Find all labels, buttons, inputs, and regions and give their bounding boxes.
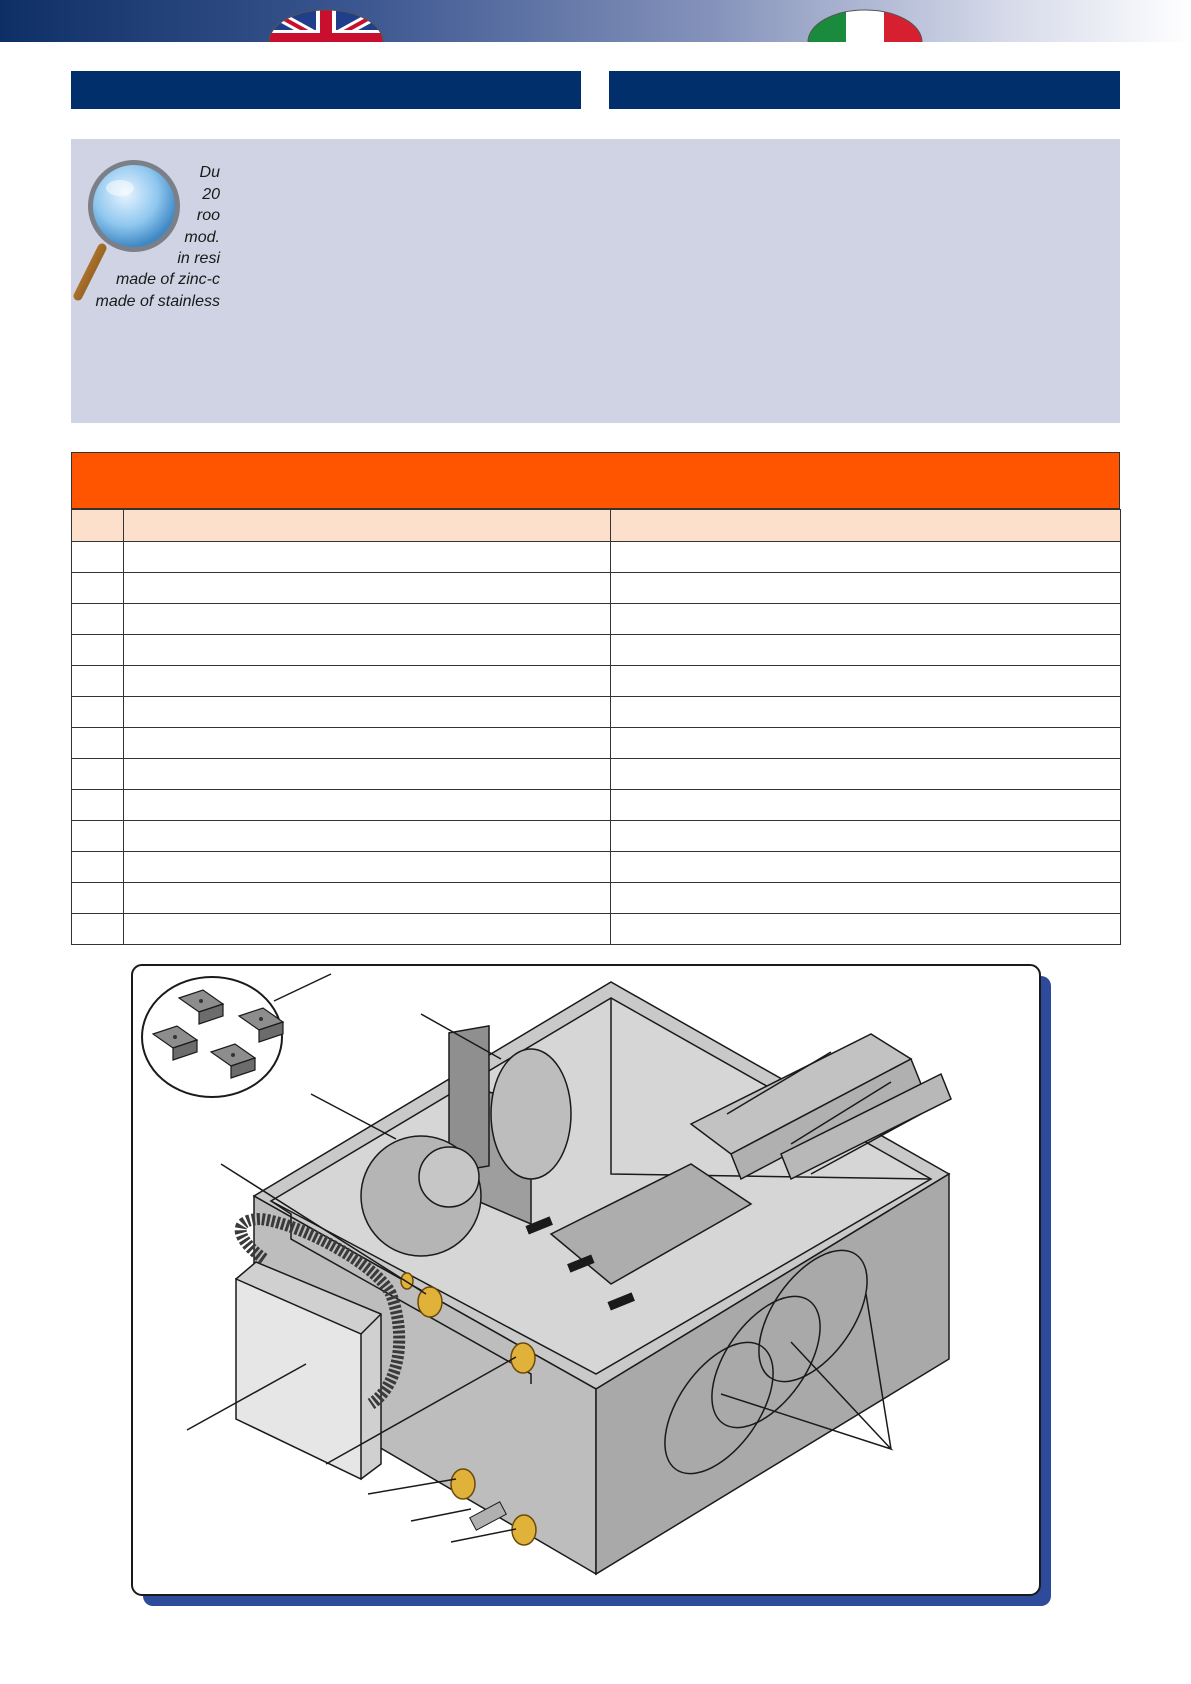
row-number-cell [72, 604, 124, 635]
note-line: in resi [177, 250, 220, 267]
row-it-cell [611, 542, 1121, 573]
row-number-cell [72, 852, 124, 883]
row-number-cell [72, 883, 124, 914]
row-en-cell [124, 573, 611, 604]
note-line: mod. [184, 228, 220, 246]
col-it [611, 510, 1121, 542]
italy-flag-icon [807, 0, 923, 42]
note-line: made of stainless [95, 292, 220, 310]
parts-table-header-band [71, 452, 1120, 509]
row-en-cell [124, 635, 611, 666]
row-en-cell [124, 697, 611, 728]
row-it-cell [611, 914, 1121, 945]
row-it-cell [611, 790, 1121, 821]
row-it-cell [611, 604, 1121, 635]
uk-flag-icon [268, 0, 384, 42]
parts-table [71, 509, 1121, 945]
row-number-cell [72, 666, 124, 697]
row-it-cell [611, 697, 1121, 728]
section-title-bar-en [71, 71, 581, 109]
row-number-cell [72, 821, 124, 852]
note-line: roo [196, 207, 220, 224]
parts-table-row [72, 790, 1121, 821]
parts-table-row [72, 821, 1121, 852]
row-en-cell [124, 883, 611, 914]
row-it-cell [611, 883, 1121, 914]
row-en-cell [124, 666, 611, 697]
parts-table-row [72, 759, 1121, 790]
row-number-cell [72, 914, 124, 945]
parts-table-row [72, 542, 1121, 573]
parts-table-row [72, 604, 1121, 635]
row-en-cell [124, 728, 611, 759]
unit-diagram [131, 964, 1051, 1606]
note-line: made of zinc-c [115, 271, 220, 288]
section-title-bar-it [609, 71, 1120, 109]
row-en-cell [124, 604, 611, 635]
parts-table-row [72, 573, 1121, 604]
row-number-cell [72, 573, 124, 604]
parts-table-row [72, 914, 1121, 945]
col-en [124, 510, 611, 542]
row-en-cell [124, 542, 611, 573]
row-it-cell [611, 635, 1121, 666]
row-en-cell [124, 914, 611, 945]
row-number-cell [72, 728, 124, 759]
row-it-cell [611, 728, 1121, 759]
mounting-brackets-detail [142, 977, 283, 1097]
col-number [72, 510, 124, 542]
row-number-cell [72, 542, 124, 573]
note-text-continued [90, 269, 220, 312]
parts-table-subheader [72, 510, 1121, 542]
row-number-cell [72, 759, 124, 790]
note-line: Du [199, 164, 220, 181]
parts-table-row [72, 852, 1121, 883]
note-text [140, 162, 220, 270]
row-en-cell [124, 759, 611, 790]
row-it-cell [611, 852, 1121, 883]
row-number-cell [72, 635, 124, 666]
row-en-cell [124, 790, 611, 821]
parts-table-row [72, 883, 1121, 914]
note-line: 20 [202, 185, 220, 203]
row-number-cell [72, 697, 124, 728]
parts-table-row [72, 635, 1121, 666]
row-it-cell [611, 759, 1121, 790]
unit-diagram-svg [131, 964, 1051, 1606]
top-banner [0, 0, 1191, 42]
row-it-cell [611, 573, 1121, 604]
row-it-cell [611, 666, 1121, 697]
note-panel [71, 139, 1120, 423]
row-en-cell [124, 852, 611, 883]
row-it-cell [611, 821, 1121, 852]
parts-table-row [72, 666, 1121, 697]
parts-table-row [72, 728, 1121, 759]
row-en-cell [124, 821, 611, 852]
row-number-cell [72, 790, 124, 821]
parts-table-row [72, 697, 1121, 728]
